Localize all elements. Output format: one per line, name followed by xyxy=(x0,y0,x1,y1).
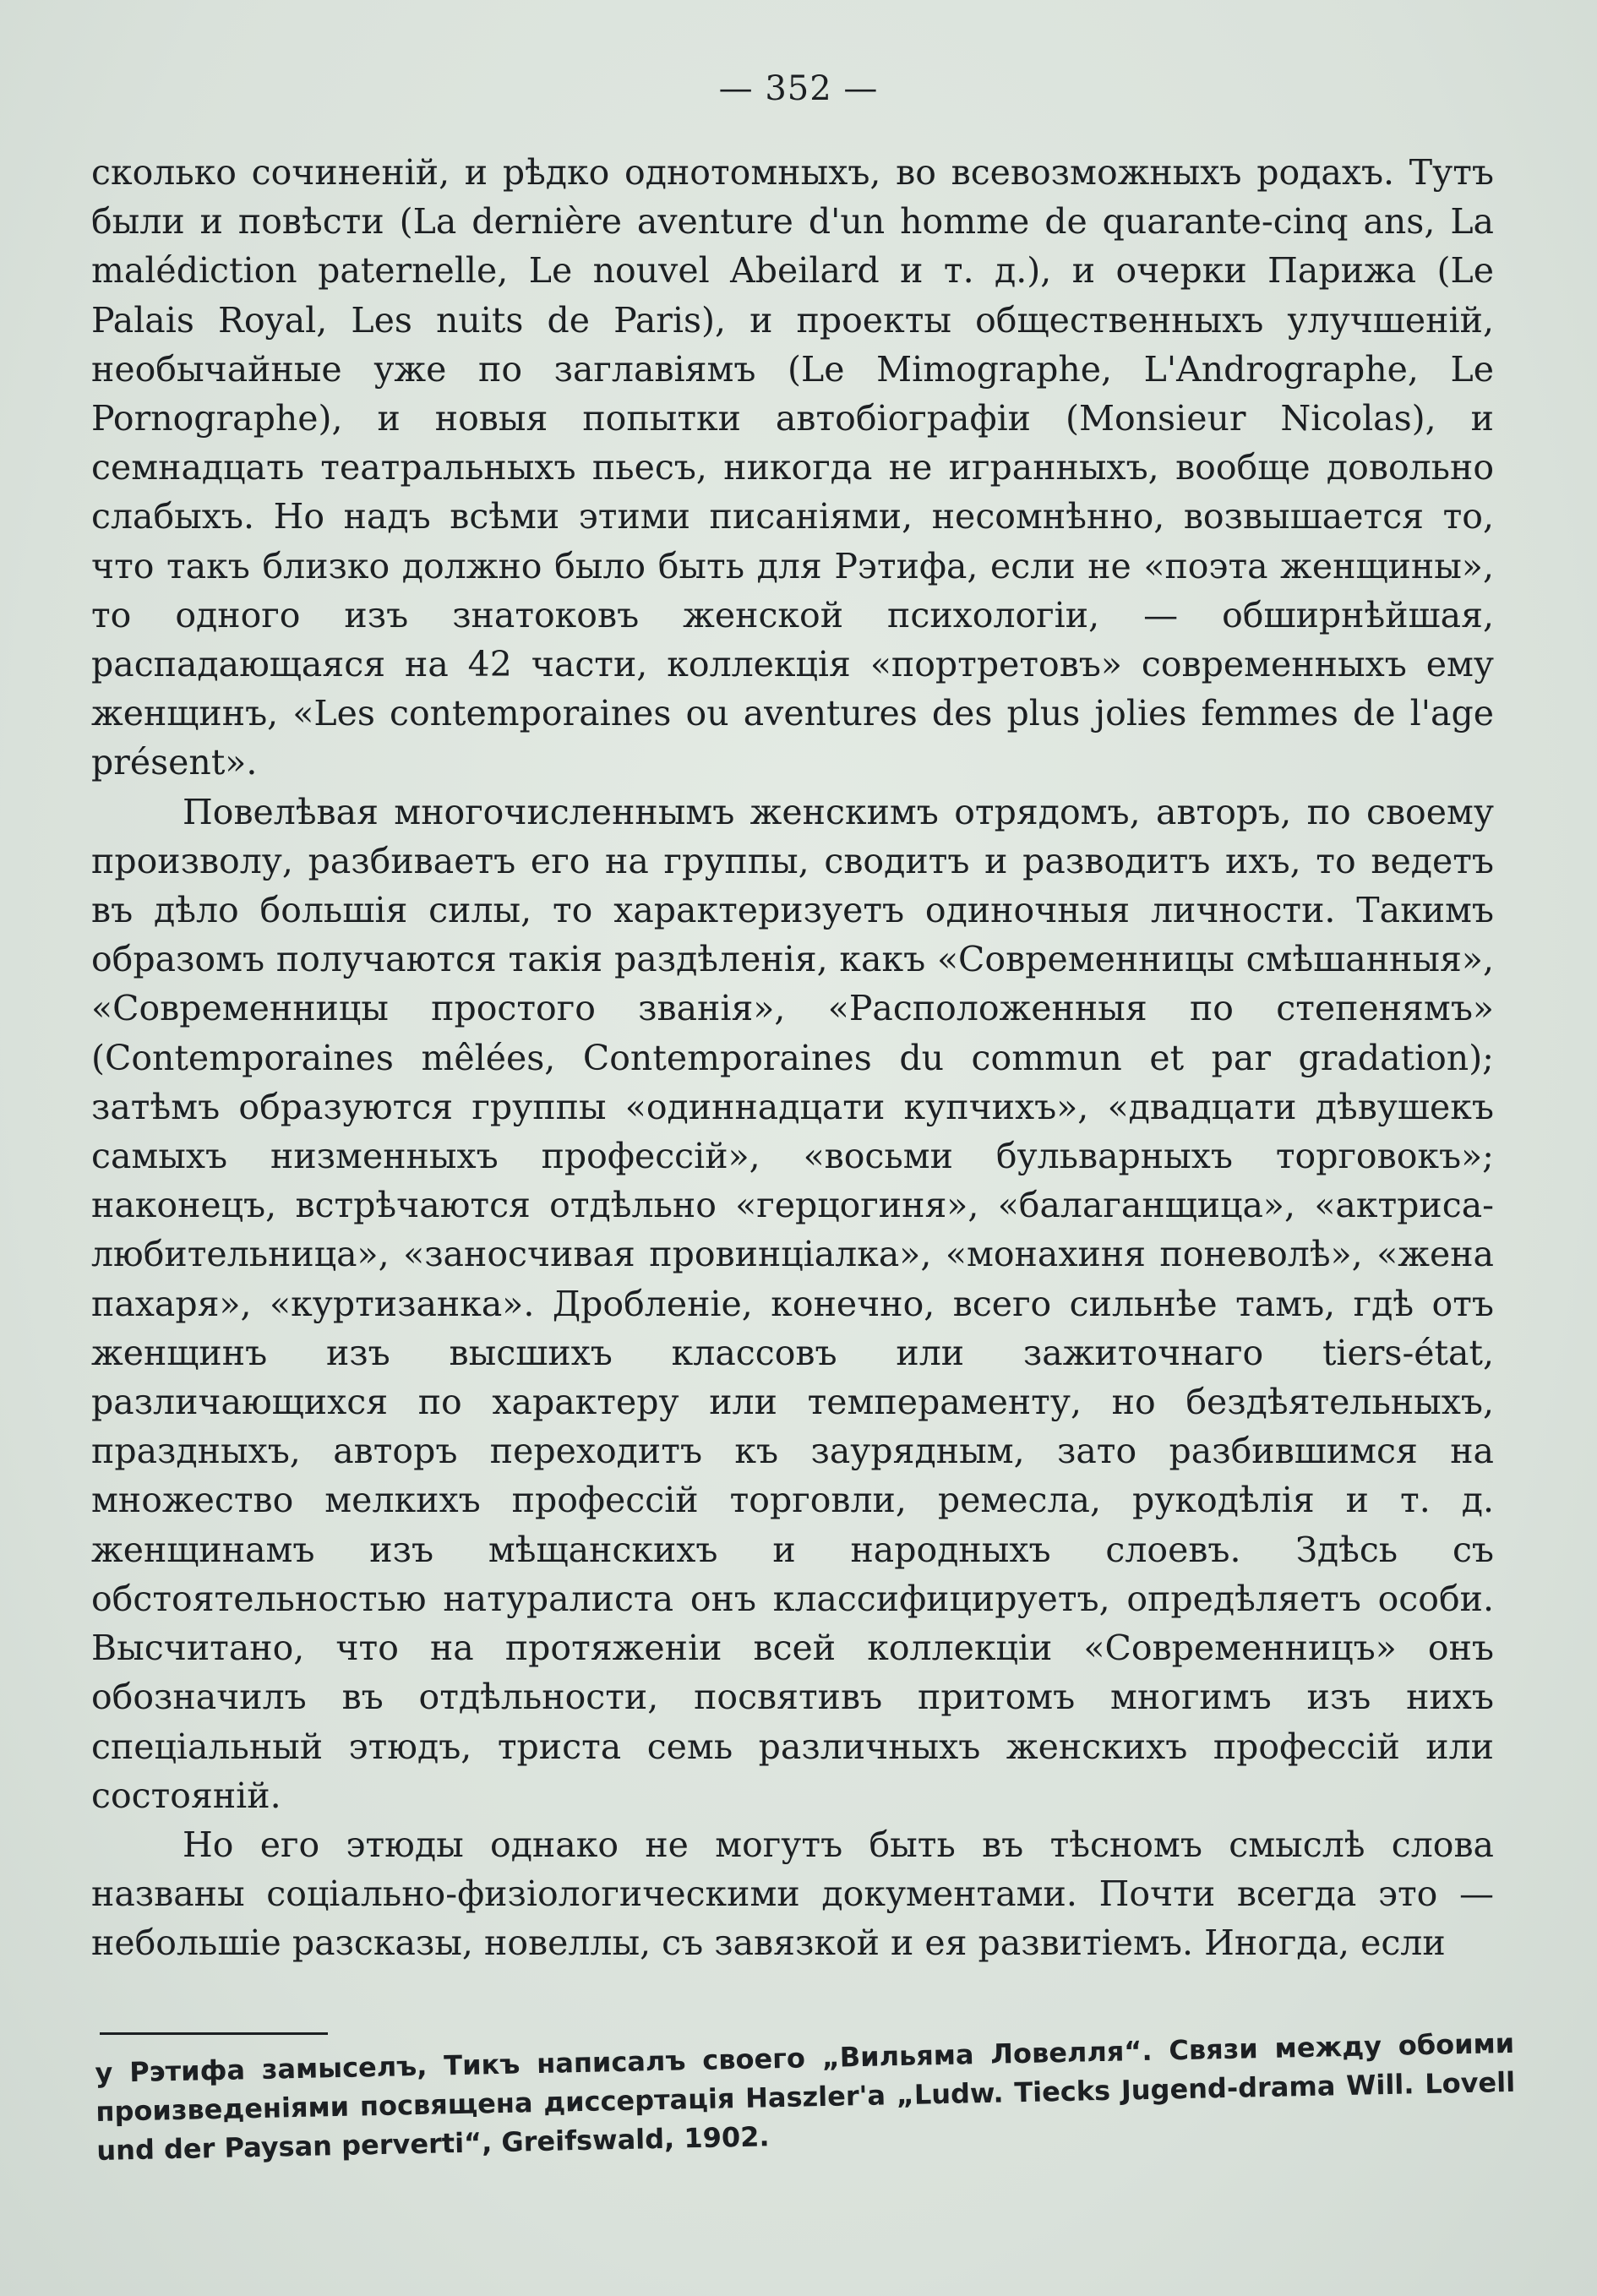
footnote-divider xyxy=(100,2032,328,2035)
paragraph-2: Повелѣвая многочисленнымъ женскимъ отрядомъ, авторъ, по своему произволу, разбиваетъ его на группы, сводитъ и разводитъ ихъ, то ведетъ въ дѣло большія силы, то характеризуетъ одиночныя личности. Такимъ образомъ получаются такія раздѣленія, какъ «Современницы смѣшанныя», «Современницы простого званія», «Расположенныя по степенямъ» (Contemporaines mêlées, Contemporaines du commun et par gradation); затѣмъ образуются группы «одиннадцати купчихъ», «двадцати дѣвушекъ самыхъ низменныхъ профессій», «восьми бульварныхъ торговокъ»; наконецъ, встрѣчаются отдѣльно «герцогиня», «балаганщица», «актриса-любительница», «заносчивая провинціалка», «монахиня поневолѣ», «жена пахаря», «куртизанка». Дробленіе, конечно, всего сильнѣе тамъ, гдѣ отъ женщинъ изъ высшихъ классовъ или зажиточнаго tiers-état, различающихся по характеру или темпераменту, но бездѣятельныхъ, праздныхъ, авторъ переходитъ къ заурядным, зато разбившимся на множество мелкихъ профессій торговли, ремесла, рукодѣлія и т. д. женщинамъ изъ мѣщанскихъ и народныхъ слоевъ. Здѣсь съ обстоятельностью натуралиста онъ классифицируетъ, опредѣляетъ особи. Высчитано, что на протяженіи всей коллекціи «Современницъ» онъ обозначилъ въ отдѣльности, посвятивъ притомъ многимъ изъ нихъ спеціальный этюдъ, триста семь различныхъ женскихъ профессій или состояній. xyxy=(91,791,1494,1816)
main-text xyxy=(91,148,1494,1968)
footnote: у Рэтифа замыселъ, Тикъ написалъ своего „Вильяма Ловелля“. Связи между обоими произведеніями посвящена диссертація Haszler'а „Ludw. Tiecks Jugend-drama Will. Lovell und der Paysan perverti“, Greifswald, 1902. xyxy=(95,2026,1516,2167)
page-number: — 352 — xyxy=(718,69,879,108)
paragraph-3: Но его этюды однако не могутъ быть въ тѣсномъ смыслѣ слова названы соціально-физіологическими документами. Почти всегда это — небольшіе разсказы, новеллы, съ завязкой и ея развитіемъ. Иногда, если xyxy=(91,1824,1494,1964)
paragraph-1: сколько сочиненій, и рѣдко однотомныхъ, во всевозможныхъ родахъ. Тутъ были и повѣсти (La dernière aventure d'un homme de quarante-cinq ans, La malédiction paternelle, Le nouvel Abeilard и т. д.), и очерки Парижа (Le Palais Royal, Les nuits de Paris), и проекты общественныхъ улучшеній, необычайные уже по заглавіямъ (Le Mimographe, L'Andrographe, Le Pornographe), и новыя попытки автобіографіи (Monsieur Nicolas), и семнадцать театральныхъ пьесъ, никогда не игранныхъ, вообще довольно слабыхъ. Но надъ всѣми этими писаніями, несомнѣнно, возвышается то, что такъ близко должно было быть для Рэтифа, если не «поэта женщины», то одного изъ знатоковъ женской психологіи, — обширнѣйшая, распадающаяся на 42 части, коллекція «портретовъ» современныхъ ему женщинъ, «Les contemporaines ou aventures des plus jolies femmes de l'age présent». xyxy=(91,152,1494,783)
